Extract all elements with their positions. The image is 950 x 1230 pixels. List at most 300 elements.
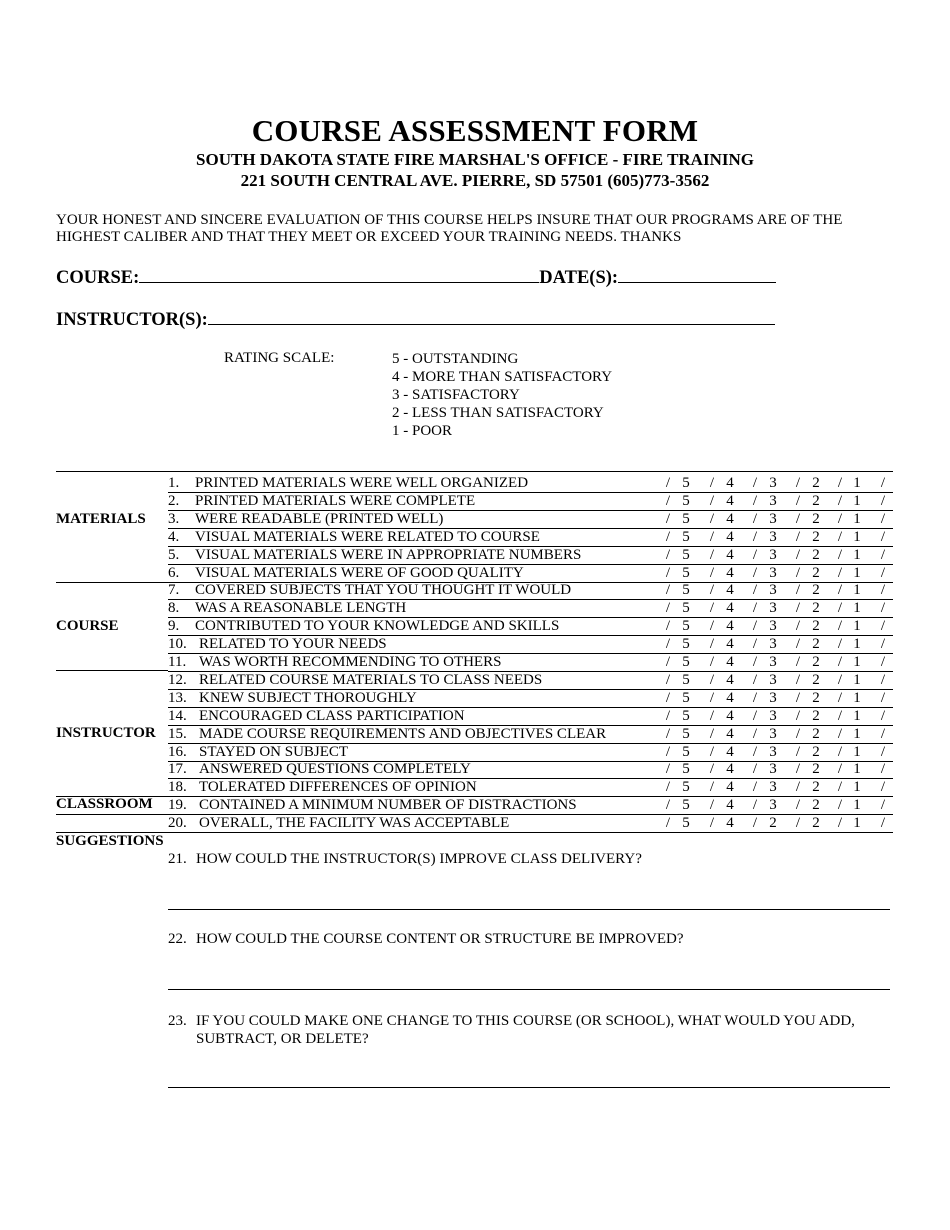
question-number: 19. — [168, 797, 187, 814]
question-number: 18. — [168, 779, 187, 796]
score-separator: / — [880, 475, 886, 491]
score-separator: / — [837, 725, 843, 742]
score-option[interactable]: 2 — [812, 779, 820, 796]
question-text: OVERALL, THE FACILITY WAS ACCEPTABLE — [199, 815, 510, 832]
score-separator: / — [665, 636, 671, 653]
score-option[interactable]: 5 — [682, 475, 690, 491]
score-separator: / — [665, 743, 671, 760]
score-option[interactable]: 3 — [769, 618, 777, 635]
question-text: CONTAINED A MINIMUM NUMBER OF DISTRACTIONS — [199, 797, 577, 814]
question-text: IF YOU COULD MAKE ONE CHANGE TO THIS COURSE (OR SCHOOL), WHAT WOULD YOU ADD, SUBTRACT, OR DELETE? — [196, 1013, 855, 1047]
score-separator: / — [752, 564, 758, 581]
score-separator: / — [665, 761, 671, 778]
score-separator: / — [795, 475, 801, 491]
form-title: COURSE ASSESSMENT FORM — [251, 113, 699, 148]
score-separator: / — [795, 797, 801, 814]
score-separator: / — [837, 546, 843, 563]
question-row — [168, 599, 893, 618]
score-option[interactable]: 3 — [769, 528, 777, 545]
score-option[interactable]: 5 — [682, 582, 690, 599]
question-number: 21. — [168, 851, 187, 867]
score-separator: / — [795, 725, 801, 742]
question-text: KNEW SUBJECT THOROUGHLY — [199, 689, 417, 706]
question-number: 9. — [168, 618, 180, 635]
question-number: 17. — [168, 761, 187, 778]
score-option[interactable]: 2 — [812, 582, 820, 599]
question-row — [168, 492, 893, 511]
score-option[interactable]: 4 — [726, 779, 734, 796]
rating-scale-list — [392, 350, 612, 440]
score-separator: / — [880, 510, 886, 527]
score-option[interactable]: 5 — [682, 636, 690, 653]
instructor-line — [56, 308, 775, 331]
score-option[interactable]: 3 — [769, 636, 777, 653]
score-option[interactable]: 4 — [726, 671, 734, 688]
score-separator: / — [709, 743, 715, 760]
score-separator: / — [709, 582, 715, 599]
answer-line[interactable] — [168, 909, 890, 910]
score-separator: / — [795, 618, 801, 635]
score-separator: / — [752, 546, 758, 563]
score-separator: / — [880, 815, 886, 832]
score-separator: / — [752, 636, 758, 653]
score-separator: / — [752, 528, 758, 545]
question-number: 10. — [168, 636, 187, 653]
score-option[interactable]: 4 — [726, 600, 734, 617]
score-option[interactable]: 3 — [769, 707, 777, 724]
score-separator: / — [837, 492, 843, 509]
score-option[interactable]: 2 — [812, 528, 820, 545]
form-subtitle-office: SOUTH DAKOTA STATE FIRE MARSHAL'S OFFICE - FIRE TRAINING — [196, 150, 754, 169]
score-option[interactable]: 2 — [812, 761, 820, 778]
score-option[interactable]: 2 — [812, 654, 820, 670]
score-option[interactable]: 3 — [769, 510, 777, 527]
score-option[interactable]: 5 — [682, 510, 690, 527]
score-separator: / — [709, 779, 715, 796]
score-option[interactable]: 1 — [853, 689, 861, 706]
score-option[interactable]: 4 — [726, 689, 734, 706]
score-separator: / — [880, 636, 886, 653]
score-separator: / — [665, 475, 671, 491]
score-separator: / — [880, 654, 886, 670]
score-separator: / — [837, 564, 843, 581]
instructor-label: INSTRUCTOR(S): — [56, 310, 208, 330]
score-separator: / — [837, 743, 843, 760]
score-option[interactable]: 5 — [682, 761, 690, 778]
score-option[interactable]: 1 — [853, 528, 861, 545]
score-option[interactable]: 4 — [726, 815, 734, 832]
score-option[interactable]: 1 — [853, 743, 861, 760]
question-row — [168, 760, 893, 779]
question-number: 6. — [168, 564, 180, 581]
question-number: 1. — [168, 475, 180, 491]
category-course: COURSE — [56, 618, 119, 634]
score-separator: / — [709, 671, 715, 688]
score-option[interactable]: 1 — [853, 582, 861, 599]
score-option[interactable]: 1 — [853, 779, 861, 796]
score-separator: / — [752, 743, 758, 760]
score-option[interactable]: 3 — [769, 582, 777, 599]
score-separator: / — [795, 671, 801, 688]
score-option[interactable]: 2 — [812, 725, 820, 742]
score-option[interactable]: 5 — [682, 689, 690, 706]
question-row — [168, 778, 893, 797]
score-option[interactable]: 5 — [682, 528, 690, 545]
question-row — [168, 725, 893, 744]
score-separator: / — [709, 618, 715, 635]
answer-line[interactable] — [168, 989, 890, 990]
score-option[interactable]: 3 — [769, 689, 777, 706]
question-text: VISUAL MATERIALS WERE OF GOOD QUALITY — [195, 564, 524, 581]
score-separator: / — [795, 546, 801, 563]
score-separator: / — [709, 528, 715, 545]
score-option[interactable]: 3 — [769, 546, 777, 563]
dates-input-line[interactable] — [618, 266, 776, 283]
score-separator: / — [880, 743, 886, 760]
score-separator: / — [880, 600, 886, 617]
score-separator: / — [665, 564, 671, 581]
score-separator: / — [665, 582, 671, 599]
score-option[interactable]: 1 — [853, 671, 861, 688]
score-separator: / — [752, 618, 758, 635]
score-option[interactable]: 3 — [769, 725, 777, 742]
score-option[interactable]: 2 — [812, 636, 820, 653]
score-separator: / — [709, 654, 715, 670]
score-separator: / — [665, 546, 671, 563]
score-option[interactable]: 4 — [726, 761, 734, 778]
score-option[interactable]: 4 — [726, 546, 734, 563]
category-materials: MATERIALS — [56, 511, 146, 527]
score-separator: / — [795, 779, 801, 796]
score-option[interactable]: 3 — [769, 743, 777, 760]
score-separator: / — [709, 797, 715, 814]
score-separator: / — [752, 689, 758, 706]
score-separator: / — [880, 618, 886, 635]
question-number: 8. — [168, 600, 180, 617]
question-text: RELATED TO YOUR NEEDS — [199, 636, 387, 653]
question-number: 20. — [168, 815, 187, 832]
score-separator: / — [837, 510, 843, 527]
score-option[interactable]: 4 — [726, 582, 734, 599]
score-separator: / — [795, 582, 801, 599]
score-option[interactable]: 1 — [853, 618, 861, 635]
score-option[interactable]: 3 — [769, 600, 777, 617]
score-separator: / — [752, 475, 758, 491]
question-row — [168, 689, 893, 708]
score-separator: / — [752, 671, 758, 688]
score-option[interactable]: 4 — [726, 475, 734, 491]
score-separator: / — [752, 510, 758, 527]
score-option[interactable]: 1 — [853, 636, 861, 653]
score-option[interactable]: 2 — [812, 797, 820, 814]
score-option[interactable]: 5 — [682, 725, 690, 742]
score-option[interactable]: 5 — [682, 671, 690, 688]
question-text: WAS A REASONABLE LENGTH — [195, 600, 407, 617]
score-option[interactable]: 1 — [853, 815, 861, 832]
score-separator: / — [709, 492, 715, 509]
question-number: 23. — [168, 1013, 187, 1029]
score-option[interactable]: 5 — [682, 779, 690, 796]
question-number: 12. — [168, 671, 187, 688]
score-separator: / — [665, 815, 671, 832]
rating-item: 2 - LESS THAN SATISFACTORY — [392, 405, 604, 421]
score-option[interactable]: 3 — [769, 779, 777, 796]
score-separator: / — [709, 475, 715, 491]
intro-paragraph: YOUR HONEST AND SINCERE EVALUATION OF THIS COURSE HELPS INSURE THAT OUR PROGRAMS ARE OF THE HIGHEST CALIBER AND THAT THEY MEET OR EXCEED YOUR TRAINING NEEDS. THANKS — [56, 212, 843, 245]
course-date-line — [56, 266, 776, 289]
score-separator: / — [880, 546, 886, 563]
question-text: PRINTED MATERIALS WERE WELL ORGANIZED — [195, 475, 529, 491]
question-row — [168, 546, 893, 565]
instructor-input-line[interactable] — [208, 308, 775, 325]
score-separator: / — [880, 528, 886, 545]
score-separator: / — [795, 636, 801, 653]
question-row — [168, 635, 893, 654]
score-separator: / — [665, 600, 671, 617]
score-separator: / — [837, 618, 843, 635]
score-separator: / — [795, 528, 801, 545]
score-option[interactable]: 1 — [853, 761, 861, 778]
rating-item: 1 - POOR — [392, 423, 453, 439]
score-option[interactable]: 3 — [769, 797, 777, 814]
rating-item: 3 - SATISFACTORY — [392, 387, 520, 403]
score-option[interactable]: 4 — [726, 528, 734, 545]
score-separator: / — [880, 582, 886, 599]
score-option[interactable]: 5 — [682, 600, 690, 617]
question-number: 13. — [168, 689, 187, 706]
score-separator: / — [752, 779, 758, 796]
question-text: RELATED COURSE MATERIALS TO CLASS NEEDS — [199, 671, 543, 688]
score-option[interactable]: 2 — [812, 671, 820, 688]
score-option[interactable]: 2 — [812, 475, 820, 491]
score-separator: / — [665, 779, 671, 796]
score-separator: / — [795, 654, 801, 670]
score-option[interactable]: 1 — [853, 797, 861, 814]
score-separator: / — [752, 492, 758, 509]
score-separator: / — [795, 743, 801, 760]
score-option[interactable]: 5 — [682, 492, 690, 509]
score-separator: / — [837, 600, 843, 617]
question-text: CONTRIBUTED TO YOUR KNOWLEDGE AND SKILLS — [195, 618, 560, 635]
score-separator: / — [880, 689, 886, 706]
score-separator: / — [795, 600, 801, 617]
score-option[interactable]: 2 — [769, 815, 777, 832]
score-option[interactable]: 5 — [682, 815, 690, 832]
score-option[interactable]: 1 — [853, 546, 861, 563]
score-option[interactable]: 2 — [812, 707, 820, 724]
question-number: 16. — [168, 743, 187, 760]
score-separator: / — [665, 707, 671, 724]
score-separator: / — [665, 654, 671, 670]
score-option[interactable]: 4 — [726, 636, 734, 653]
score-option[interactable]: 4 — [726, 492, 734, 509]
score-separator: / — [665, 797, 671, 814]
question-number: 5. — [168, 546, 180, 563]
score-separator: / — [665, 510, 671, 527]
question-text: VISUAL MATERIALS WERE IN APPROPRIATE NUMBERS — [195, 546, 582, 563]
score-option[interactable]: 1 — [853, 510, 861, 527]
score-separator: / — [795, 761, 801, 778]
score-separator: / — [880, 797, 886, 814]
score-separator: / — [837, 654, 843, 670]
question-text: WERE READABLE (PRINTED WELL) — [195, 510, 444, 527]
score-option[interactable]: 4 — [726, 725, 734, 742]
score-separator: / — [837, 475, 843, 491]
score-option[interactable]: 2 — [812, 492, 820, 509]
score-separator: / — [709, 815, 715, 832]
answer-line[interactable] — [168, 1087, 890, 1088]
score-separator: / — [752, 797, 758, 814]
score-option[interactable]: 5 — [682, 797, 690, 814]
table-top-rule — [56, 471, 893, 472]
question-row — [168, 653, 893, 672]
score-option[interactable]: 2 — [812, 600, 820, 617]
score-option[interactable]: 1 — [853, 492, 861, 509]
question-text: PRINTED MATERIALS WERE COMPLETE — [195, 492, 476, 509]
dates-label: DATE(S): — [539, 268, 619, 288]
score-option[interactable]: 2 — [812, 546, 820, 563]
score-separator: / — [665, 528, 671, 545]
score-option[interactable]: 3 — [769, 761, 777, 778]
score-separator: / — [837, 707, 843, 724]
score-separator: / — [837, 689, 843, 706]
question-row — [168, 796, 893, 815]
question-row — [168, 528, 893, 547]
question-row — [168, 671, 893, 690]
category-divider — [56, 670, 168, 671]
score-option[interactable]: 3 — [769, 492, 777, 509]
score-option[interactable]: 4 — [726, 707, 734, 724]
score-separator: / — [795, 492, 801, 509]
question-row — [168, 581, 893, 600]
score-separator: / — [752, 582, 758, 599]
question-number: 4. — [168, 528, 180, 545]
score-separator: / — [795, 689, 801, 706]
score-option[interactable]: 1 — [853, 707, 861, 724]
question-row — [168, 564, 893, 583]
score-separator: / — [837, 528, 843, 545]
category-classroom: CLASSROOM — [56, 796, 153, 812]
score-option[interactable]: 3 — [769, 654, 777, 670]
score-separator: / — [665, 689, 671, 706]
question-number: 7. — [168, 582, 180, 599]
score-option[interactable]: 2 — [812, 564, 820, 581]
score-separator: / — [709, 725, 715, 742]
score-separator: / — [752, 815, 758, 832]
score-option[interactable]: 5 — [682, 546, 690, 563]
score-separator: / — [709, 546, 715, 563]
score-separator: / — [880, 707, 886, 724]
question-text: HOW COULD THE COURSE CONTENT OR STRUCTURE BE IMPROVED? — [196, 931, 684, 947]
question-row — [168, 707, 893, 726]
score-separator: / — [880, 761, 886, 778]
score-option[interactable]: 2 — [812, 689, 820, 706]
category-divider — [56, 582, 168, 583]
score-option[interactable]: 2 — [812, 815, 820, 832]
score-option[interactable]: 4 — [726, 654, 734, 670]
question-text: ENCOURAGED CLASS PARTICIPATION — [199, 707, 465, 724]
score-separator: / — [795, 707, 801, 724]
question-number: 15. — [168, 725, 187, 742]
category-divider — [56, 814, 168, 815]
score-separator: / — [709, 510, 715, 527]
score-separator: / — [837, 671, 843, 688]
score-separator: / — [795, 815, 801, 832]
rating-scale-label: RATING SCALE: — [224, 350, 335, 366]
question-row — [168, 510, 893, 529]
question-number: 3. — [168, 510, 180, 527]
score-separator: / — [752, 600, 758, 617]
score-separator: / — [665, 492, 671, 509]
score-option[interactable]: 4 — [726, 564, 734, 581]
score-separator: / — [665, 671, 671, 688]
score-option[interactable]: 4 — [726, 510, 734, 527]
score-separator: / — [837, 779, 843, 796]
score-separator: / — [795, 564, 801, 581]
score-separator: / — [880, 492, 886, 509]
score-option[interactable]: 1 — [853, 725, 861, 742]
score-separator: / — [709, 564, 715, 581]
question-text: MADE COURSE REQUIREMENTS AND OBJECTIVES CLEAR — [199, 725, 607, 742]
score-option[interactable]: 3 — [769, 475, 777, 491]
score-separator: / — [880, 671, 886, 688]
score-separator: / — [752, 725, 758, 742]
score-option[interactable]: 2 — [812, 743, 820, 760]
score-option[interactable]: 5 — [682, 707, 690, 724]
category-instructor: INSTRUCTOR — [56, 725, 156, 741]
score-option[interactable]: 1 — [853, 600, 861, 617]
score-option[interactable]: 3 — [769, 671, 777, 688]
score-option[interactable]: 5 — [682, 654, 690, 670]
score-separator: / — [709, 689, 715, 706]
score-separator: / — [665, 725, 671, 742]
score-option[interactable]: 5 — [682, 743, 690, 760]
question-text: VISUAL MATERIALS WERE RELATED TO COURSE — [195, 528, 540, 545]
form-subtitle-address: 221 SOUTH CENTRAL AVE. PIERRE, SD 57501 (605)773-3562 — [240, 171, 710, 190]
score-option[interactable]: 4 — [726, 743, 734, 760]
score-option[interactable]: 2 — [812, 510, 820, 527]
score-option[interactable]: 2 — [812, 618, 820, 635]
question-text: TOLERATED DIFFERENCES OF OPINION — [199, 779, 477, 796]
score-separator: / — [752, 654, 758, 670]
score-separator: / — [709, 707, 715, 724]
score-option[interactable]: 4 — [726, 618, 734, 635]
score-option[interactable]: 5 — [682, 564, 690, 581]
question-text: HOW COULD THE INSTRUCTOR(S) IMPROVE CLASS DELIVERY? — [196, 851, 642, 867]
course-input-line[interactable] — [139, 266, 539, 283]
score-separator: / — [709, 636, 715, 653]
question-row — [168, 617, 893, 636]
score-option[interactable]: 1 — [853, 654, 861, 670]
score-separator: / — [795, 510, 801, 527]
score-option[interactable]: 5 — [682, 618, 690, 635]
score-option[interactable]: 1 — [853, 564, 861, 581]
score-option[interactable]: 4 — [726, 797, 734, 814]
question-number: 14. — [168, 707, 187, 724]
score-option[interactable]: 1 — [853, 475, 861, 491]
score-separator: / — [837, 815, 843, 832]
score-separator: / — [837, 761, 843, 778]
score-separator: / — [752, 761, 758, 778]
question-number: 2. — [168, 492, 180, 509]
score-option[interactable]: 3 — [769, 564, 777, 581]
score-separator: / — [709, 761, 715, 778]
question-text: STAYED ON SUBJECT — [199, 743, 349, 760]
question-number: 11. — [168, 654, 187, 670]
score-separator: / — [837, 636, 843, 653]
question-row — [168, 743, 893, 762]
rating-item: 4 - MORE THAN SATISFACTORY — [392, 369, 613, 385]
